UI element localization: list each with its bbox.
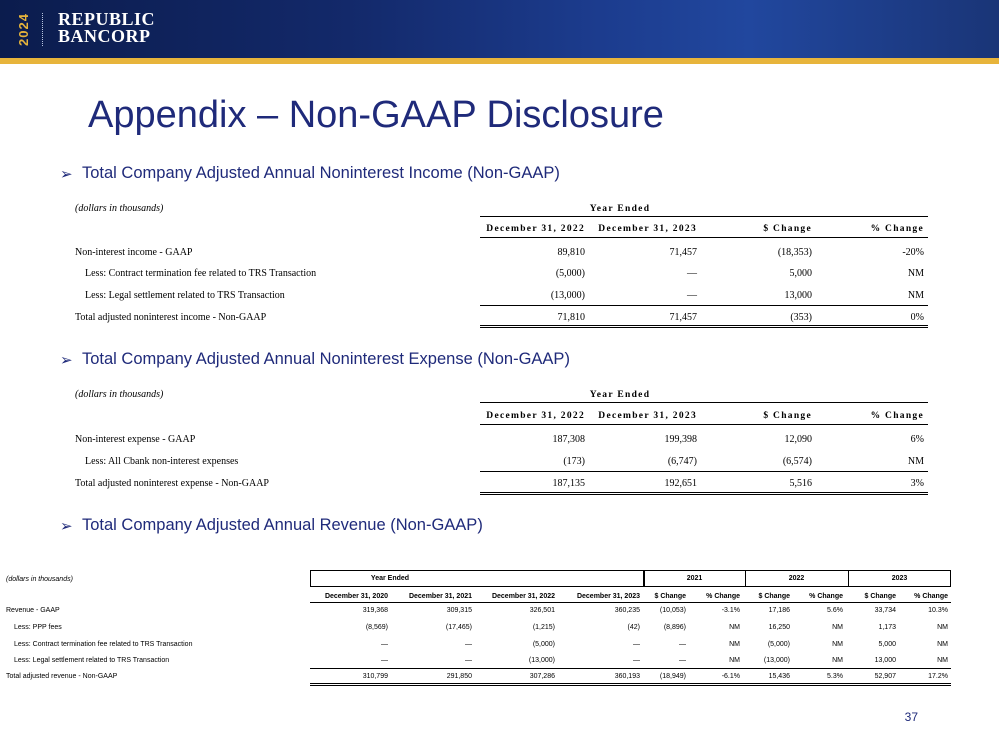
rule bbox=[480, 237, 928, 238]
rule bbox=[310, 668, 951, 669]
table-cell: — bbox=[633, 657, 640, 664]
table-cell: (13,000) bbox=[763, 657, 790, 664]
rule bbox=[310, 685, 951, 686]
year-tag: 2024 bbox=[15, 12, 31, 46]
column-header: % Change bbox=[706, 593, 740, 600]
arrow-bullet-icon: ➢ bbox=[60, 165, 73, 183]
table-cell: 309,315 bbox=[446, 607, 472, 614]
table-cell: (18,353) bbox=[777, 247, 812, 258]
table-cell: (353) bbox=[790, 312, 812, 323]
column-header: December 31, 2021 bbox=[408, 593, 472, 600]
column-header: December 31, 2023 bbox=[576, 593, 640, 600]
rule bbox=[480, 305, 928, 306]
units-label: (dollars in thousands) bbox=[75, 203, 164, 214]
year-group-2021: 2021 bbox=[686, 575, 703, 582]
table-cell: 192,651 bbox=[664, 478, 697, 489]
table-cell: NM bbox=[907, 268, 924, 279]
table-cell: — bbox=[381, 641, 388, 648]
table-cell: 187,135 bbox=[552, 478, 585, 489]
table-cell: (5,000) bbox=[532, 641, 555, 648]
table-cell: 71,810 bbox=[557, 312, 585, 323]
table-cell: (8,569) bbox=[365, 624, 388, 631]
section3-heading: ➢ Total Company Adjusted Annual Revenue (Non-GAAP) bbox=[60, 516, 483, 535]
table-cell: 1,173 bbox=[878, 624, 896, 631]
column-header: % Change bbox=[809, 593, 843, 600]
table-cell: -3.1% bbox=[721, 607, 740, 614]
table-cell: 71,457 bbox=[669, 247, 697, 258]
table-cell: (10,053) bbox=[659, 607, 686, 614]
page-title: Appendix – Non-GAAP Disclosure bbox=[88, 94, 664, 136]
table-cell: — bbox=[679, 657, 686, 664]
table-cell: 307,286 bbox=[529, 673, 555, 680]
rule bbox=[480, 494, 928, 495]
table-cell: NM bbox=[832, 641, 843, 648]
row-label: Non-interest income - GAAP bbox=[75, 247, 193, 258]
rule bbox=[480, 471, 928, 472]
arrow-bullet-icon: ➢ bbox=[60, 517, 73, 535]
table-cell: 3% bbox=[910, 478, 924, 489]
table-cell: NM bbox=[937, 624, 948, 631]
rule bbox=[480, 402, 928, 403]
column-header: December 31, 2022 bbox=[486, 411, 585, 421]
column-header: December 31, 2023 bbox=[598, 224, 697, 234]
table-cell: — bbox=[381, 657, 388, 664]
table-cell: NM bbox=[832, 657, 843, 664]
table-cell: 319,368 bbox=[362, 607, 388, 614]
table-cell: NM bbox=[937, 641, 948, 648]
year-ended-label: Year Ended bbox=[589, 204, 651, 214]
row-label: Less: All Cbank non-interest expenses bbox=[85, 456, 239, 467]
column-header: $ Change bbox=[763, 224, 812, 234]
rule bbox=[310, 602, 951, 603]
table-cell: 310,799 bbox=[362, 673, 388, 680]
table-cell: 291,850 bbox=[446, 673, 472, 680]
table-cell: NM bbox=[907, 290, 924, 301]
table-cell: NM bbox=[729, 624, 740, 631]
table-cell: — bbox=[465, 657, 472, 664]
year-group-2022: 2022 bbox=[788, 575, 805, 582]
column-header: $ Change bbox=[654, 593, 686, 600]
column-header: December 31, 2023 bbox=[598, 411, 697, 421]
year-group-2023: 2023 bbox=[891, 575, 908, 582]
year-ended-label: Year Ended bbox=[370, 575, 410, 582]
table-cell: (1,215) bbox=[532, 624, 555, 631]
table-cell: NM bbox=[937, 657, 948, 664]
row-label: Less: Contract termination fee related to TRS Transaction bbox=[85, 268, 317, 279]
section1-heading: ➢ Total Company Adjusted Annual Noninterest Income (Non-GAAP) bbox=[60, 164, 560, 183]
table-cell: — bbox=[679, 641, 686, 648]
column-header: $ Change bbox=[758, 593, 790, 600]
table-cell: 89,810 bbox=[557, 247, 585, 258]
row-label: Less: Legal settlement related to TRS Transaction bbox=[85, 290, 285, 301]
table-cell: 16,250 bbox=[768, 624, 790, 631]
table-cell: 71,457 bbox=[669, 312, 697, 323]
table-cell: (6,747) bbox=[667, 456, 697, 467]
table-cell: (42) bbox=[627, 624, 640, 631]
row-label: Less: Contract termination fee related to TRS Transaction bbox=[14, 641, 193, 648]
page-number: 37 bbox=[904, 710, 918, 724]
table-cell: (6,574) bbox=[782, 456, 812, 467]
table-cell: 12,090 bbox=[784, 434, 812, 445]
table-cell: 187,308 bbox=[552, 434, 585, 445]
table-cell: 10.3% bbox=[928, 607, 948, 614]
rule bbox=[480, 325, 928, 326]
section2-heading: ➢ Total Company Adjusted Annual Noninterest Expense (Non-GAAP) bbox=[60, 350, 570, 369]
table-cell: 6% bbox=[910, 434, 924, 445]
table-cell: -20% bbox=[902, 247, 924, 258]
arrow-bullet-icon: ➢ bbox=[60, 351, 73, 369]
table-cell: 33,734 bbox=[874, 607, 896, 614]
table-cell: (13,000) bbox=[528, 657, 555, 664]
row-label: Total adjusted noninterest income - Non-GAAP bbox=[75, 312, 267, 323]
table-cell: NM bbox=[832, 624, 843, 631]
units-label: (dollars in thousands) bbox=[75, 389, 164, 400]
rule bbox=[480, 492, 928, 493]
table-cell: NM bbox=[729, 641, 740, 648]
logo-divider bbox=[42, 13, 43, 46]
column-header: December 31, 2022 bbox=[491, 593, 555, 600]
column-header: December 31, 2022 bbox=[486, 224, 585, 234]
rule bbox=[480, 216, 928, 217]
table-cell: 5.3% bbox=[827, 673, 843, 680]
table-cell: 5,000 bbox=[789, 268, 812, 279]
row-label: Non-interest expense - GAAP bbox=[75, 434, 196, 445]
table-cell: (8,896) bbox=[663, 624, 686, 631]
header-gold-stripe bbox=[0, 58, 999, 64]
table-cell: (13,000) bbox=[550, 290, 585, 301]
table-cell: 15,436 bbox=[768, 673, 790, 680]
row-label: Revenue - GAAP bbox=[6, 607, 60, 614]
table-cell: NM bbox=[729, 657, 740, 664]
rule bbox=[480, 424, 928, 425]
column-header: % Change bbox=[914, 593, 948, 600]
row-label: Less: PPP fees bbox=[14, 624, 62, 631]
table-cell: 5,516 bbox=[789, 478, 812, 489]
table-cell: 13,000 bbox=[874, 657, 896, 664]
table-cell: 199,398 bbox=[664, 434, 697, 445]
logo-line1: REPUBLIC bbox=[58, 9, 156, 29]
table-cell: 17,186 bbox=[768, 607, 790, 614]
column-header: % Change bbox=[870, 411, 924, 421]
table-cell: — bbox=[687, 268, 697, 279]
table-cell: — bbox=[465, 641, 472, 648]
row-label: Total adjusted revenue - Non-GAAP bbox=[6, 673, 118, 680]
column-header: % Change bbox=[870, 224, 924, 234]
table-cell: — bbox=[687, 290, 697, 301]
table-cell: 5,000 bbox=[878, 641, 896, 648]
table-cell: 5.6% bbox=[827, 607, 843, 614]
column-header: $ Change bbox=[763, 411, 812, 421]
units-label: (dollars in thousands) bbox=[6, 576, 73, 583]
rule bbox=[310, 683, 951, 684]
table-cell: (5,000) bbox=[767, 641, 790, 648]
row-label: Total adjusted noninterest expense - Non-GAAP bbox=[75, 478, 269, 489]
table-cell: (173) bbox=[563, 456, 585, 467]
table-cell: 360,193 bbox=[614, 673, 640, 680]
table-cell: NM bbox=[907, 456, 924, 467]
table-cell: 13,000 bbox=[784, 290, 812, 301]
column-header: $ Change bbox=[864, 593, 896, 600]
table-cell: — bbox=[633, 641, 640, 648]
table-cell: 17.2% bbox=[928, 673, 948, 680]
table-cell: -6.1% bbox=[721, 673, 740, 680]
table-cell: 326,501 bbox=[529, 607, 555, 614]
table-cell: 52,907 bbox=[874, 673, 896, 680]
table-cell: (5,000) bbox=[555, 268, 585, 279]
rule bbox=[480, 327, 928, 328]
row-label: Less: Legal settlement related to TRS Transaction bbox=[14, 657, 170, 664]
table-cell: (17,465) bbox=[445, 624, 472, 631]
table-cell: 360,235 bbox=[614, 607, 640, 614]
column-header: December 31, 2020 bbox=[324, 593, 388, 600]
company-logo bbox=[58, 11, 155, 45]
table-cell: (18,949) bbox=[659, 673, 686, 680]
year-ended-label: Year Ended bbox=[589, 390, 651, 400]
logo-line2: BANCORP bbox=[58, 26, 151, 46]
table-cell: 0% bbox=[910, 312, 924, 323]
